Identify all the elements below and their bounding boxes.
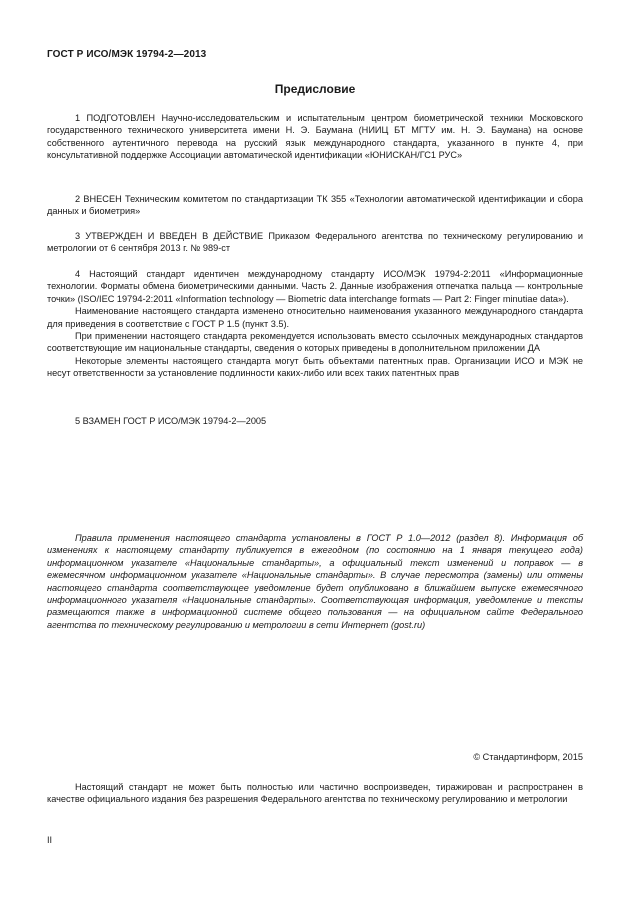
preface-section-4	[47, 268, 583, 380]
preface-section-2	[47, 193, 583, 218]
rules-text: Правила применения настоящего стандарта установлены в ГОСТ Р 1.0—2012 (раздел 8). Информация об изменениях к настоящему стандарту публикуется в ежегодном (по состоянию на 1 января текущего года) информационном указателе «Национальные стандарты», а официальный текст изменений и поправок — в ежемесячном информационном указателе «Национальные стандарты». В случае пересмотра (замены) или отмены настоящего стандарта соответствующее уведомление будет опубликовано в ближайшем выпуске ежемесячного информационного указателя «Национальные стандарты». Соответствующая информация, уведомление и тексты размещаются также в информационной системе общего пользования — на официальном сайте Федерального агентства по техническому регулированию и метрологии в сети Интернет (gost.ru)	[47, 533, 583, 630]
paragraph-identical: 4 Настоящий стандарт идентичен международному стандарту ИСО/МЭК 19794-2:2011 «Информационные технологии. Форматы обмена биометрическими данными. Часть 2. Данные изображения отпечатка пальца — контрольные точки» (ISO/IEC 19794-2:2011 «Information technology — Biometric data interchange formats — Part 2: Finger minutiae data»).	[47, 269, 583, 304]
preface-section-5	[47, 415, 583, 427]
document-code: ГОСТ Р ИСО/МЭК 19794-2—2013	[47, 49, 207, 60]
paragraph-prepared: 1 ПОДГОТОВЛЕН Научно-исследовательским и испытательным центром биометрической техники Московского государственного технического университета имени Н. Э. Баумана (НИИЦ БТ МГТУ им. Н. Э. Баумана) на основе собственного аутентичного перевода на русский язык международного стандарта, указанного в пункте 4, при консультативной поддержке Ассоциации автоматической идентификации «ЮНИСКАН/ГС1 РУС»	[47, 113, 583, 161]
page-number: II	[47, 835, 53, 845]
paragraph-submitted: 2 ВНЕСЕН Техническим комитетом по стандартизации ТК 355 «Технологии автоматической идентификации и сбора данных и биометрия»	[47, 194, 583, 217]
paragraph-replaces: 5 ВЗАМЕН ГОСТ Р ИСО/МЭК 19794-2—2005	[75, 416, 267, 426]
notice-text: Настоящий стандарт не может быть полностью или частично воспроизведен, тиражирован и распространен в качестве официального издания без разрешения Федерального агентства по техническому регулированию и метрологии	[47, 782, 583, 805]
copyright: © Стандартинформ, 2015	[473, 752, 583, 762]
application-rules-notice	[47, 532, 583, 631]
paragraph-name-changed: Наименование настоящего стандарта изменено относительно наименования указанного международного стандарта для приведения в соответствие с ГОСТ Р 1.5 (пункт 3.5).	[47, 306, 583, 329]
paragraph-references: При применении настоящего стандарта рекомендуется использовать вместо ссылочных международных стандартов соответствующие им национальные стандарты, сведения о которых приведены в дополнительном приложении ДА	[47, 331, 583, 354]
page-title: Предисловие	[274, 82, 356, 96]
paragraph-approved: 3 УТВЕРЖДЕН И ВВЕДЕН В ДЕЙСТВИЕ Приказом Федерального агентства по техническому регулированию и метрологии от 6 сентября 2013 г. № 989-ст	[47, 231, 583, 254]
preface-section-3	[47, 230, 583, 255]
preface-section-1	[47, 112, 583, 162]
reproduction-notice	[47, 781, 583, 806]
paragraph-patents: Некоторые элементы настоящего стандарта могут быть объектами патентных прав. Организации ИСО и МЭК не несут ответственности за установление подлинности каких-либо или всех таких патентных прав	[47, 355, 583, 379]
